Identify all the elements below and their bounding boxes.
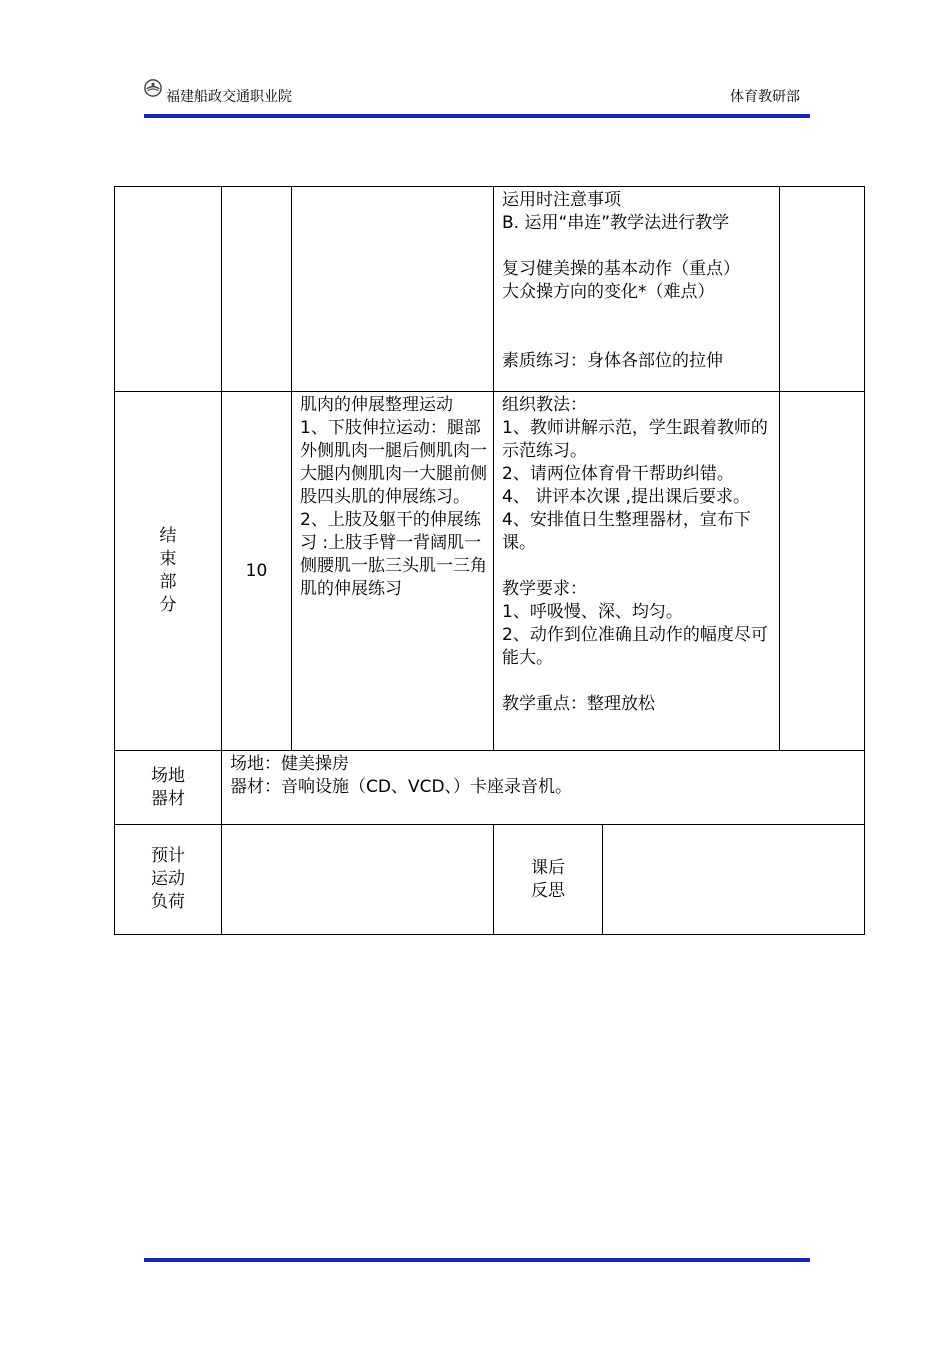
note-cell-empty-2 xyxy=(780,392,865,751)
exercise-text: 肌肉的伸展整理运动 1、下肢伸拉运动：腿部外侧肌肉一腿后侧肌肉一大腿内侧肌肉一大腿前侧股四头肌的伸展练习。 2、上肢及躯干的伸展练习 :上肢手臂一背阔肌一侧腰肌一肱三头肌一三角肌的伸展练习 xyxy=(300,395,487,599)
department-name: 体育教研部 xyxy=(730,89,800,105)
table-row-load xyxy=(115,825,865,935)
minutes-cell xyxy=(222,392,292,751)
venue-content-cell xyxy=(222,751,865,825)
table-row-venue xyxy=(115,751,865,825)
method-text-continued: 运用时注意事项 B. 运用“串连”教学法进行教学 复习健美操的基本动作（重点） 大众操方向的变化*（难点） 素质练习：身体各部位的拉伸 xyxy=(502,190,740,371)
venue-label: 场地 器材 xyxy=(151,765,185,809)
table-row-ending-section xyxy=(115,392,865,751)
table-row-continued xyxy=(115,187,865,392)
header-rule xyxy=(144,114,810,118)
load-value-cell xyxy=(222,825,494,935)
exercise-cell-empty xyxy=(292,187,494,392)
reflection-label: 课后 反思 xyxy=(531,857,565,901)
load-label-cell xyxy=(115,825,222,935)
lesson-plan-table xyxy=(114,186,865,935)
venue-label-cell xyxy=(115,751,222,825)
method-text: 组织教法： 1、教师讲解示范，学生跟着教师的示范练习。 2、请两位体育骨干帮助纠错。 4、 讲评本次课 ,提出课后要求。 4、安排值日生整理器材，宣布下课。 教学要求： 1、呼吸慢、深、均匀。 2、动作到位准确且动作的幅度尽可能大。 教学重点：整理放松 xyxy=(502,395,768,714)
page-header xyxy=(144,76,810,118)
section-cell-empty xyxy=(115,187,222,392)
minutes-value: 10 xyxy=(245,560,268,581)
method-cell xyxy=(494,392,780,751)
method-cell-continued xyxy=(494,187,780,392)
exercise-cell xyxy=(292,392,494,751)
minutes-cell-empty xyxy=(222,187,292,392)
reflection-label-cell xyxy=(494,825,603,935)
school-name: 福建船政交通职业院 xyxy=(166,89,292,105)
footer-rule xyxy=(144,1258,810,1262)
note-cell-empty xyxy=(780,187,865,392)
load-label: 预计 运动 负荷 xyxy=(151,846,185,912)
reflection-value-cell xyxy=(603,825,865,935)
venue-content: 场地：健美操房 器材：音响设施（CD、VCD、）卡座录音机。 xyxy=(230,754,573,797)
section-label-ending: 结 束 部 分 xyxy=(159,526,177,615)
section-cell-ending xyxy=(115,392,222,751)
school-emblem-icon xyxy=(144,79,162,97)
